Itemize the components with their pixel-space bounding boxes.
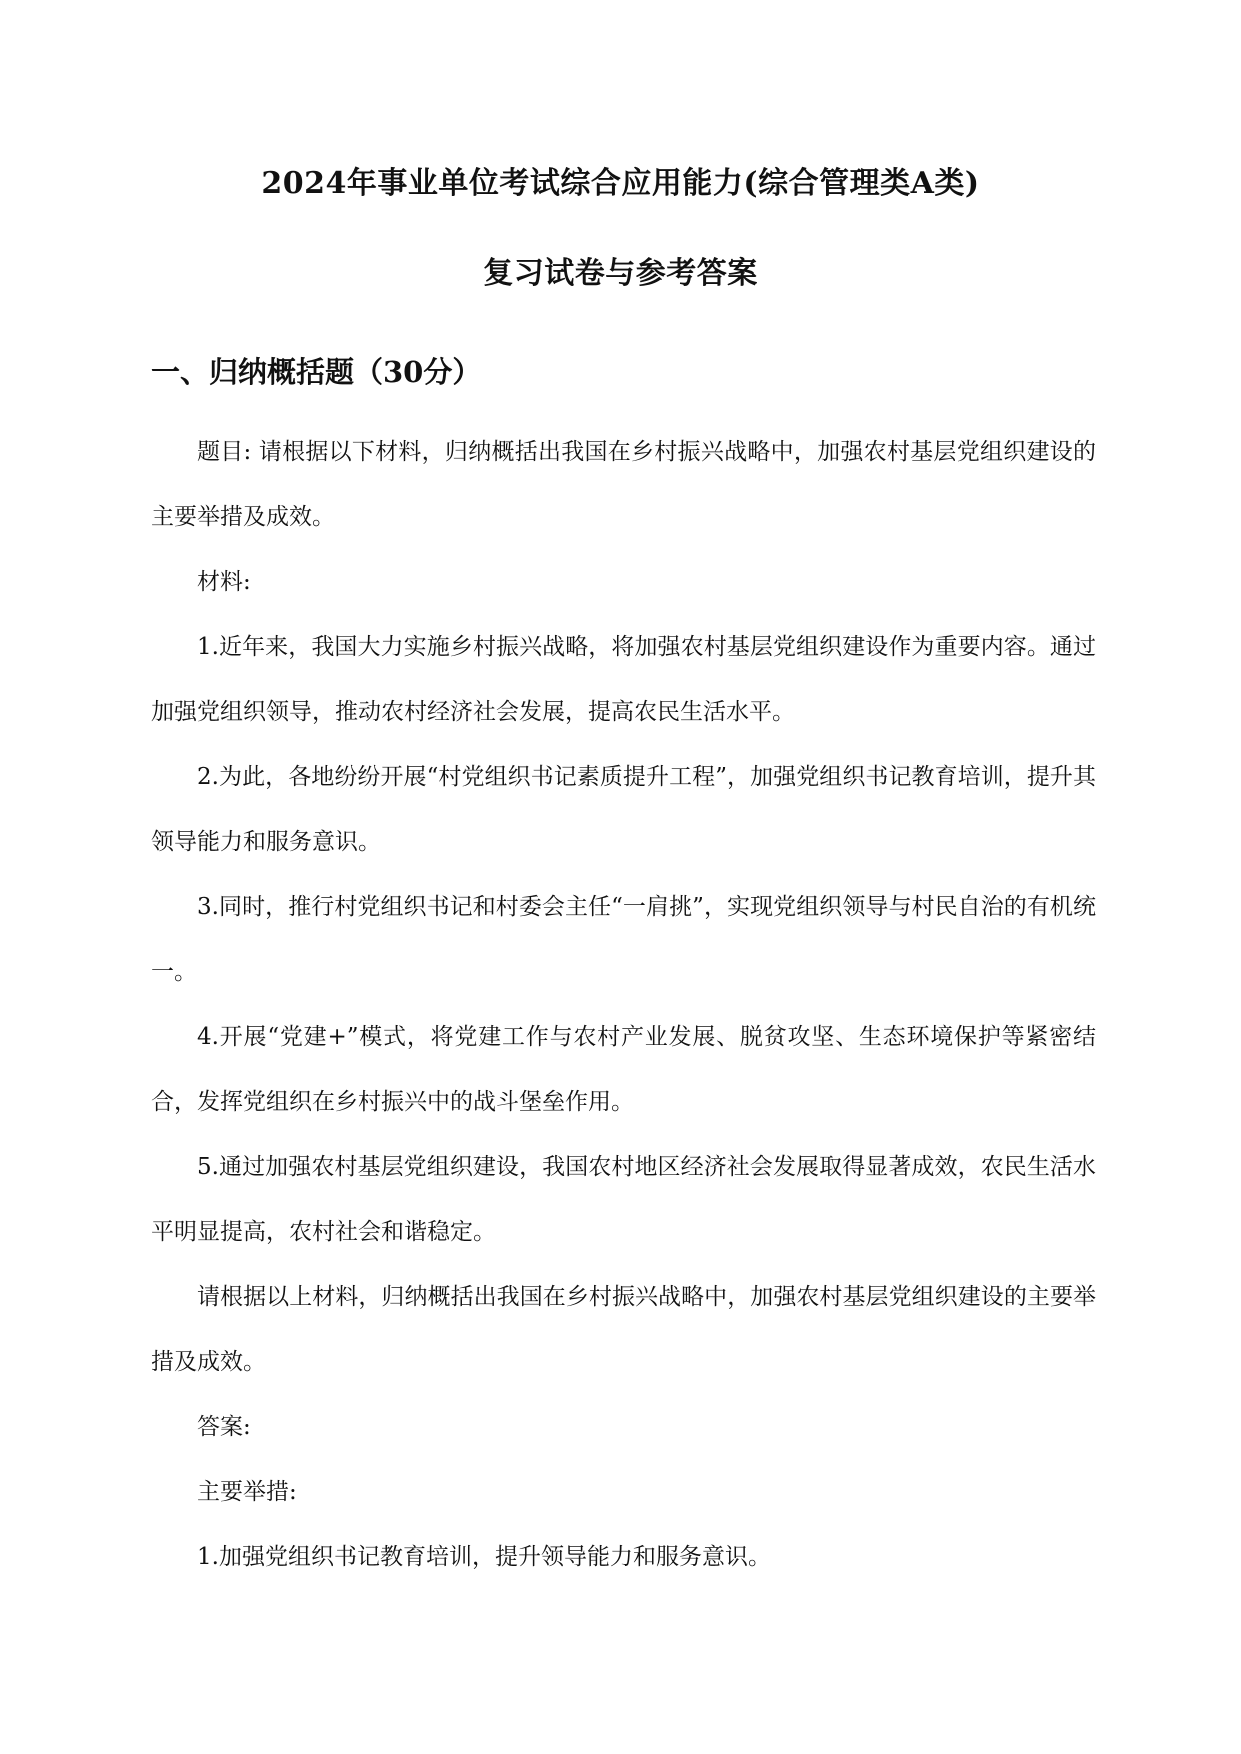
measure-item-1: 1.加强党组织书记教育培训，提升领导能力和服务意识。 xyxy=(197,1544,771,1570)
material-item-4: 4.开展“党建+”模式，将党建工作与农村产业发展、脱贫攻坚、生态环境保护等紧密结合，发挥党组织在乡村振兴中的战斗堡垒作用。 xyxy=(151,1024,1096,1115)
document-subtitle: 复习试卷与参考答案 xyxy=(483,256,758,291)
material-item-5: 5.通过加强农村基层党组织建设，我国农村地区经济社会发展取得显著成效，农民生活水平明显提高，农村社会和谐稳定。 xyxy=(151,1154,1096,1245)
document-body xyxy=(151,420,1096,1590)
answer-label: 答案: xyxy=(197,1414,251,1440)
material-item-2: 2.为此，各地纷纷开展“村党组织书记素质提升工程”，加强党组织书记教育培训，提升其领导能力和服务意识。 xyxy=(151,764,1096,855)
material-item-3: 3.同时，推行村党组织书记和村委会主任“一肩挑”，实现党组织领导与村民自治的有机统一。 xyxy=(151,894,1096,985)
material-label: 材料: xyxy=(197,569,251,595)
question-paragraph: 题目: 请根据以下材料，归纳概括出我国在乡村振兴战略中，加强农村基层党组织建设的主要举措及成效。 xyxy=(151,439,1096,530)
section-heading: 一、归纳概括题（30分） xyxy=(151,355,482,389)
measures-label: 主要举措: xyxy=(197,1479,297,1505)
material-item-1: 1.近年来，我国大力实施乡村振兴战略，将加强农村基层党组织建设作为重要内容。通过加强党组织领导，推动农村经济社会发展，提高农民生活水平。 xyxy=(151,634,1096,725)
document-title: 2024年事业单位考试综合应用能力(综合管理类A类) xyxy=(261,166,980,201)
question-restatement: 请根据以上材料，归纳概括出我国在乡村振兴战略中，加强农村基层党组织建设的主要举措及成效。 xyxy=(151,1284,1096,1375)
